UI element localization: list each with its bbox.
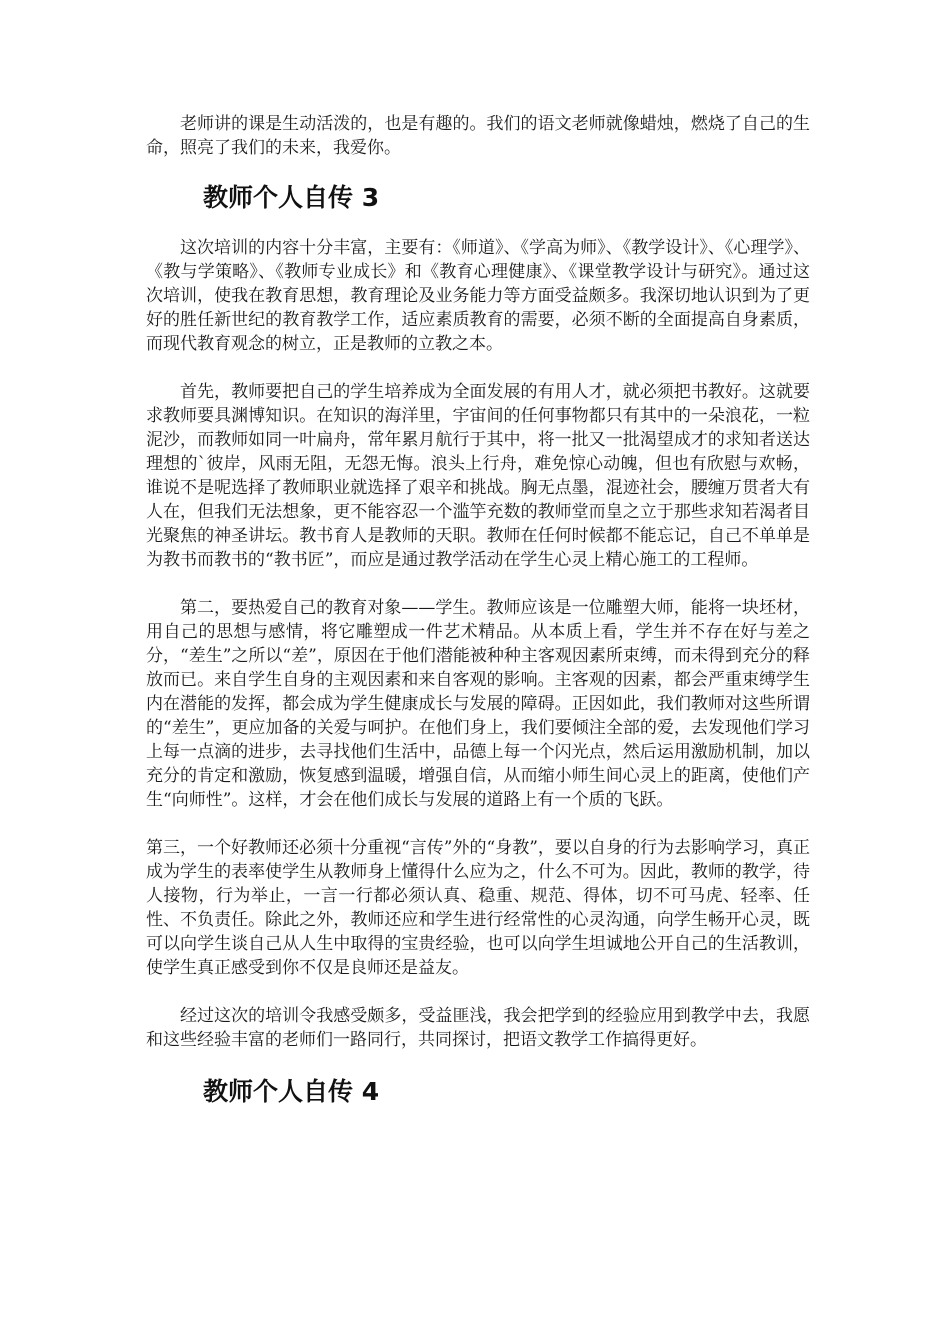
intro-paragraph: 老师讲的课是生动活泼的，也是有趣的。我们的语文老师就像蜡烛，燃烧了自己的生命，照亮了我们的未来，我爱你。 <box>146 114 810 158</box>
document-page <box>146 112 810 1108</box>
section-3-paragraph-4: 第三，一个好教师还必须十分重视“言传”外的“身教”，要以自身的行为去影响学习，真正成为学生的表率使学生从教师身上懂得什么应为之，什么不可为。因此，教师的教学，待人接物，行为举止，一言一行都必须认真、稳重、规范、得体，切不可马虎、轻率、任性、不负责任。除此之外，教师还应和学生进行经常性的心灵沟通，向学生畅开心灵，既可以向学生谈自己从人生中取得的宝贵经验，也可以向学生坦诚地公开自己的生活教训，使学生真正感受到你不仅是良师还是益友。 <box>146 838 810 978</box>
section-3-paragraph-5: 经过这次的培训令我感受颇多，受益匪浅，我会把学到的经验应用到教学中去，我愿和这些经验丰富的老师们一路同行，共同探讨，把语文教学工作搞得更好。 <box>146 1006 810 1050</box>
section-3-paragraph-3: 第二，要热爱自己的教育对象——学生。教师应该是一位雕塑大师，能将一块坯材，用自己的思想与感情，将它雕塑成一件艺术精品。从本质上看，学生并不存在好与差之分，“差生”之所以“差”，原因在于他们潜能被种种主客观因素所束缚，而未得到充分的释放而已。来自学生自身的主观因素和来自客观的影响。主客观的因素，都会严重束缚学生内在潜能的发挥，都会成为学生健康成长与发展的障碍。正因如此，我们教师对这些所谓的“差生”，更应加备的关爱与呵护。在他们身上，我们要倾注全部的爱，去发现他们学习上每一点滴的进步，去寻找他们生活中，品德上每一个闪光点，然后运用激励机制，加以充分的肯定和激励，恢复感到温暖，增强自信，从而缩小师生间心灵上的距离，使他们产生“向师性”。这样，才会在他们成长与发展的道路上有一个质的飞跃。 <box>146 598 810 810</box>
section-3-paragraph-1: 这次培训的内容十分丰富，主要有：《师道》、《学高为师》、《教学设计》、《心理学》、《教与学策略》、《教师专业成长》和《教育心理健康》、《课堂教学设计与研究》。通过这次培训，使我在教育思想，教育理论及业务能力等方面受益颇多。我深切地认识到为了更好的胜任新世纪的教育教学工作，适应素质教育的需要，必须不断的全面提高自身素质，而现代教育观念的树立，正是教师的立教之本。 <box>146 238 810 354</box>
section-3-paragraph-2: 首先，教师要把自己的学生培养成为全面发展的有用人才，就必须把书教好。这就要求教师要具渊博知识。在知识的海洋里，宇宙间的任何事物都只有其中的一朵浪花，一粒泥沙，而教师如同一叶扁舟，常年累月航行于其中，将一批又一批渴望成才的求知者送达理想的`彼岸，风雨无阻，无怨无悔。浪头上行舟，难免惊心动魄，但也有欣慰与欢畅，谁说不是呢选择了教师职业就选择了艰辛和挑战。胸无点墨，混迹社会，腰缠万贯者大有人在，但我们无法想象，更不能容忍一个滥竽充数的教师堂而皇之立于那些求知若渴者目光聚焦的神圣讲坛。教书育人是教师的天职。教师在任何时候都不能忘记，自己不单单是为教书而教书的“教书匠”，而应是通过教学活动在学生心灵上精心施工的工程师。 <box>146 382 810 570</box>
section-3-heading: 教师个人自传 3 <box>203 183 380 212</box>
section-4-heading: 教师个人自传 4 <box>203 1077 380 1106</box>
